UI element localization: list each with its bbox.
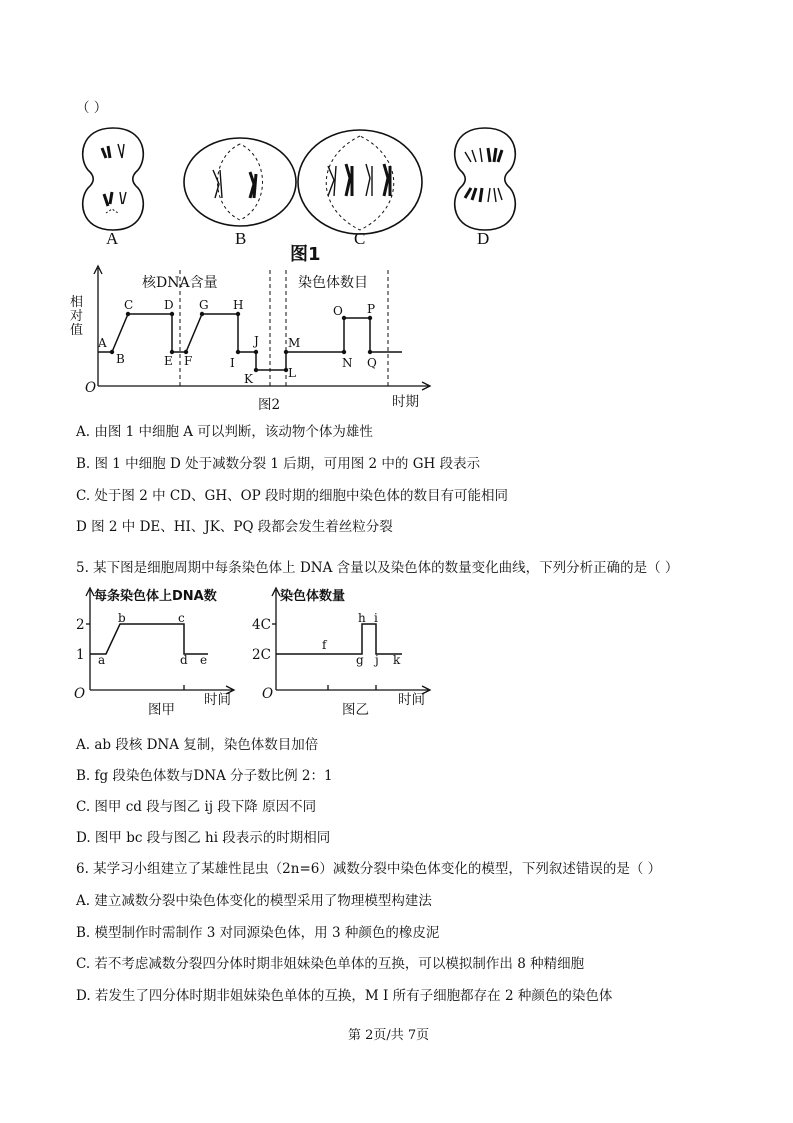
fig2-point-c: C: [124, 298, 134, 312]
q6-stem: 6. 某学习小组建立了某雄性昆虫（2n=6）减数分裂中染色体变化的模型，下列叙述错误的是（ ）: [76, 861, 662, 877]
chart-jia-point-e: e: [200, 653, 208, 667]
cell-a: [83, 128, 144, 230]
chart-yi-tick-4c: 4C: [252, 617, 271, 633]
chart-yi-title: 染色体数量: [280, 589, 346, 604]
fig2-point-g: G: [199, 298, 209, 312]
q5-option-b: B. fg 段染色体数与DNA 分子数比例 2：1: [76, 768, 333, 784]
figure2-x-label: 时期: [392, 394, 419, 410]
figure1-cells: [60, 118, 540, 258]
figure2-origin: O: [85, 380, 97, 396]
chart-yi-point-g: g: [356, 653, 364, 667]
chart-jia-point-c: c: [178, 611, 185, 625]
fig2-point-i: I: [230, 356, 235, 370]
fig2-point-d: D: [164, 298, 174, 312]
chart-yi-point-i: i: [374, 611, 378, 625]
fig2-point-q: Q: [367, 356, 377, 370]
fig2-point-h: H: [233, 298, 244, 312]
chart-yi-point-h: h: [358, 611, 366, 625]
chart-jia-point-b: b: [118, 611, 126, 625]
q5-option-a: A. ab 段核 DNA 复制，染色体数目加倍: [76, 737, 319, 753]
chart-yi-origin: O: [262, 686, 274, 702]
q6-option-c: C. 若不考虑减数分裂四分体时期非姐妹染色单体的互换，可以模拟制作出 8 种精细胞: [76, 956, 585, 972]
chart-jia-caption: 图甲: [148, 702, 175, 718]
fig2-point-f: F: [184, 354, 193, 368]
fig2-point-k: K: [244, 372, 253, 386]
q4-option-a: A. 由图 1 中细胞 A 可以判断，该动物个体为雄性: [76, 424, 373, 440]
cell-c-label: C: [354, 229, 366, 248]
cell-d-label: D: [477, 229, 490, 248]
q4-option-d: D 图 2 中 DE、HI、JK、PQ 段都会发生着丝粒分裂: [76, 519, 393, 535]
fig2-point-a: A: [98, 336, 107, 350]
fig2-point-e: E: [164, 354, 173, 368]
cell-b-label: B: [235, 229, 247, 248]
chart-jia-x-label: 时间: [204, 692, 231, 708]
chart-yi-point-f: f: [322, 638, 327, 652]
chart-jia-tick-1: 1: [76, 647, 85, 663]
chart-yi-point-k: k: [393, 653, 401, 667]
chart-jia-tick-2: 2: [76, 617, 85, 633]
figure2-section-dna: 核DNA含量: [142, 275, 218, 291]
cell-d: [455, 128, 516, 230]
cell-c: [298, 130, 422, 234]
chart-yi-x-label: 时间: [398, 692, 425, 708]
cell-a-label: A: [106, 229, 119, 248]
fig2-point-m: M: [288, 336, 301, 350]
q6-option-b: B. 模型制作时需制作 3 对同源染色体，用 3 种颜色的橡皮泥: [76, 925, 440, 941]
q5-option-d: D. 图甲 bc 段与图乙 hi 段表示的时期相同: [76, 830, 331, 846]
figure2-section-chromosome: 染色体数目: [298, 275, 368, 291]
fig2-point-l: L: [288, 366, 296, 380]
fig2-point-b: B: [116, 352, 125, 366]
chart-jia-title: 每条染色体上DNA数: [94, 589, 217, 604]
chart-jia-point-a: a: [98, 653, 106, 667]
q5-option-c: C. 图甲 cd 段与图乙 ij 段下降 原因不同: [76, 799, 317, 815]
fig2-point-o: O: [333, 304, 343, 318]
figure2-caption: 图2: [258, 397, 281, 413]
chart-jia-origin: O: [74, 686, 86, 702]
page-footer: 第 2页/共 7页: [348, 1028, 430, 1043]
q4-option-c: C. 处于图 2 中 CD、GH、OP 段时期的细胞中染色体的数目有可能相同: [76, 488, 509, 504]
q6-option-d: D. 若发生了四分体时期非姐妹染色单体的互换，M Ⅰ 所有子细胞都存在 2 种颜色的染色体: [76, 988, 613, 1004]
figure2-y-label: 相对值: [70, 295, 84, 338]
chart-yi-point-j: j: [375, 653, 379, 667]
cell-b: [184, 138, 296, 226]
fig2-point-n: N: [342, 356, 353, 370]
answer-bracket: （ ）: [76, 100, 108, 116]
q6-option-a: A. 建立减数分裂中染色体变化的模型采用了物理模型构建法: [76, 893, 432, 909]
figure1-caption: 图1: [290, 244, 321, 265]
fig2-point-j: J: [254, 334, 259, 348]
chart-yi-caption: 图乙: [342, 702, 369, 718]
q5-stem: 5. 某下图是细胞周期中每条染色体上 DNA 含量以及染色体的数量变化曲线，下列分析正确的是（ ）: [76, 560, 679, 576]
fig2-point-p: P: [367, 302, 376, 316]
chart-jia-point-d: d: [180, 653, 188, 667]
q4-option-b: B. 图 1 中细胞 D 处于减数分裂 1 后期，可用图 2 中的 GH 段表示: [76, 456, 481, 472]
chart-yi-tick-2c: 2C: [252, 647, 271, 663]
